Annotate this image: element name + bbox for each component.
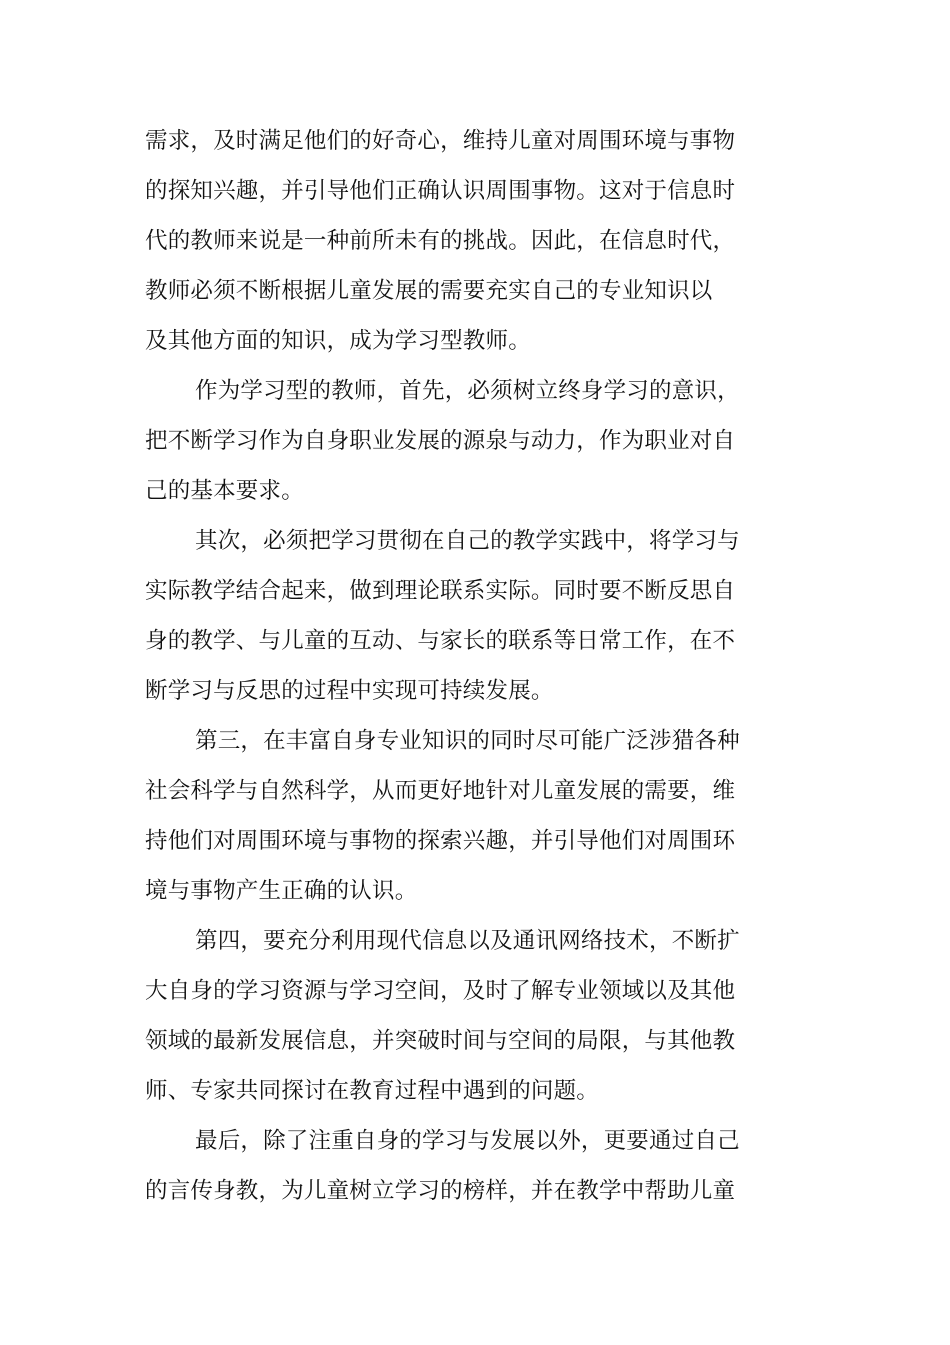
text-line: 教师必须不断根据儿童发展的需要充实自己的专业知识以	[145, 278, 713, 304]
text-line: 大自身的学习资源与学习空间，及时了解专业领域以及其他	[145, 978, 736, 1004]
text-line: 及其他方面的知识，成为学习型教师。	[145, 328, 531, 354]
text-line: 身的教学、与儿童的互动、与家长的联系等日常工作，在不	[145, 628, 736, 654]
text-line: 代的教师来说是一种前所未有的挑战。因此，在信息时代，	[145, 228, 736, 254]
text-line: 需求，及时满足他们的好奇心，维持儿童对周围环境与事物	[145, 128, 736, 154]
paragraph-first-line: 最后，除了注重自身的学习与发展以外，更要通过自己	[195, 1128, 740, 1154]
text-line: 的探知兴趣，并引导他们正确认识周围事物。这对于信息时	[145, 178, 736, 204]
text-line: 持他们对周围环境与事物的探索兴趣，并引导他们对周围环	[145, 828, 736, 854]
document-body	[145, 116, 755, 1216]
paragraph-first-line: 第三，在丰富自身专业知识的同时尽可能广泛涉猎各种	[195, 728, 740, 754]
text-line: 实际教学结合起来，做到理论联系实际。同时要不断反思自	[145, 578, 736, 604]
text-line: 的言传身教，为儿童树立学习的榜样，并在教学中帮助儿童	[145, 1178, 736, 1204]
text-line: 师、专家共同探讨在教育过程中遇到的问题。	[145, 1078, 600, 1104]
paragraph-first-line: 作为学习型的教师，首先，必须树立终身学习的意识，	[195, 378, 740, 404]
text-line: 境与事物产生正确的认识。	[145, 878, 418, 904]
text-line: 把不断学习作为自身职业发展的源泉与动力，作为职业对自	[145, 428, 736, 454]
paragraph-first-line: 第四，要充分利用现代信息以及通讯网络技术，不断扩	[195, 928, 740, 954]
paragraph-first-line: 其次，必须把学习贯彻在自己的教学实践中，将学习与	[195, 528, 740, 554]
text-line: 断学习与反思的过程中实现可持续发展。	[145, 678, 554, 704]
text-line: 己的基本要求。	[145, 478, 304, 504]
text-line: 领域的最新发展信息，并突破时间与空间的局限，与其他教	[145, 1028, 736, 1054]
text-line: 社会科学与自然科学，从而更好地针对儿童发展的需要，维	[145, 778, 736, 804]
